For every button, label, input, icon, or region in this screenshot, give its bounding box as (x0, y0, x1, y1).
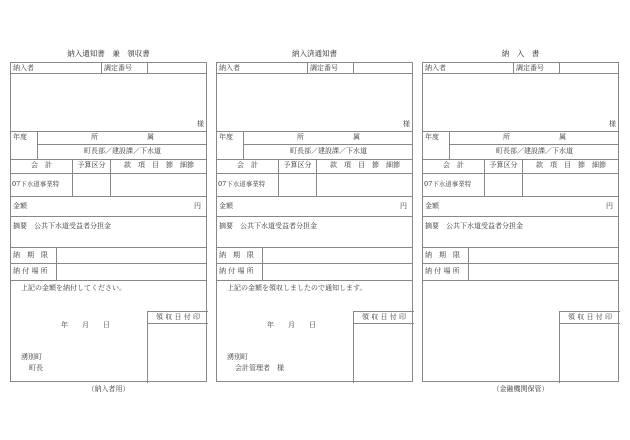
date-line: 年 月 日 (267, 321, 316, 329)
divider (513, 63, 514, 74)
payer-label: 納入者 (425, 64, 446, 72)
notice-message: 上記の金額を納付してください。 (21, 284, 126, 292)
notice-message: 上記の金額を領収しましたので通知します。 (227, 284, 367, 292)
divider (217, 247, 412, 248)
divider (217, 159, 412, 160)
copy-label: （納入者用） (87, 385, 130, 393)
divider (423, 247, 618, 248)
budget-class-label: 予算区分 (77, 161, 106, 169)
divider (217, 131, 412, 132)
divider (217, 216, 412, 217)
yen-label: 円 (194, 202, 201, 210)
divider (423, 196, 618, 197)
summary-text: 摘要 公共下水道受益者分担金 (13, 222, 111, 230)
divider (423, 216, 618, 217)
fiscal-year-label: 年度 (13, 133, 27, 141)
payment-place-label: 納 付 場 所 (425, 267, 460, 275)
issuer-title: 会計管理者 様 (235, 364, 284, 372)
divider (560, 323, 620, 324)
account-label: 会 計 (237, 161, 258, 169)
form-payment-notice (216, 0, 413, 440)
divider (423, 263, 618, 264)
account-label: 会 計 (31, 161, 52, 169)
receipt-stamp-label: 領 収 日 付 印 (568, 313, 612, 321)
receipt-stamp-box (147, 311, 208, 383)
divider (11, 263, 206, 264)
account-value: 07下水道事業特 (12, 180, 60, 188)
fiscal-year-label: 年度 (425, 133, 439, 141)
assessment-number-label: 調定番号 (104, 64, 132, 72)
divider (11, 247, 206, 248)
department-label: 所 属 (91, 133, 154, 141)
divider (217, 173, 412, 174)
divider (307, 63, 308, 74)
budget-item-label: 款 項 目 節 細節 (330, 161, 400, 169)
divider (11, 159, 206, 160)
summary-text: 摘要 公共下水道受益者分担金 (219, 222, 317, 230)
divider (217, 263, 412, 264)
form-payer-copy (10, 0, 207, 440)
divider (11, 280, 206, 281)
assessment-number-field[interactable] (560, 63, 619, 73)
amount-label: 金額 (13, 202, 27, 210)
department-label: 所 属 (503, 133, 566, 141)
budget-item-label: 款 項 目 節 細節 (536, 161, 606, 169)
payer-label: 納入者 (13, 64, 34, 72)
divider (11, 173, 206, 174)
divider (37, 144, 206, 145)
payer-name-field[interactable] (217, 74, 413, 131)
assessment-number-field[interactable] (148, 63, 207, 73)
form-title: 納入済通知書 (292, 49, 337, 58)
summary-text: 摘要 公共下水道受益者分担金 (425, 222, 523, 230)
divider (354, 323, 414, 324)
form-frame (422, 62, 619, 382)
divider (148, 323, 208, 324)
budget-class-label: 予算区分 (283, 161, 312, 169)
assessment-number-label: 調定番号 (310, 64, 338, 72)
payer-label: 納入者 (219, 64, 240, 72)
payment-place-label: 納 付 場 所 (219, 267, 254, 275)
divider (449, 144, 618, 145)
department-label: 所 属 (297, 133, 360, 141)
form-title: 納 入 書 (501, 49, 540, 58)
fiscal-year-label: 年度 (219, 133, 233, 141)
payer-name-field[interactable] (423, 74, 619, 131)
form-payment-slip (422, 0, 619, 440)
date-line: 年 月 日 (61, 321, 110, 329)
divider (423, 173, 618, 174)
budget-class-label: 予算区分 (489, 161, 518, 169)
issuer-town: 湧別町 (21, 353, 42, 361)
assessment-number-field[interactable] (354, 63, 413, 73)
account-value: 07下水道事業特 (424, 180, 472, 188)
form-frame (216, 62, 413, 382)
receipt-stamp-label: 領 収 日 付 印 (156, 313, 200, 321)
assessment-number-label: 調定番号 (516, 64, 544, 72)
divider (11, 216, 206, 217)
due-date-label: 納 期 限 (219, 251, 254, 259)
yen-label: 円 (400, 202, 407, 210)
divider (217, 196, 412, 197)
amount-label: 金額 (219, 202, 233, 210)
sama-label: 様 (609, 120, 616, 128)
sama-label: 様 (197, 120, 204, 128)
budget-item-label: 款 項 目 節 細節 (124, 161, 194, 169)
payment-place-label: 納 付 場 所 (13, 267, 48, 275)
divider (11, 131, 206, 132)
divider (217, 280, 412, 281)
yen-label: 円 (606, 202, 613, 210)
department-value: 町長部／建設課／下水道 (290, 147, 367, 155)
sama-label: 様 (403, 120, 410, 128)
receipt-stamp-label: 領 収 日 付 印 (362, 313, 406, 321)
due-date-label: 納 期 限 (425, 251, 460, 259)
divider (243, 144, 412, 145)
divider (423, 280, 618, 281)
issuer-title: 町長 (29, 364, 43, 372)
due-date-label: 納 期 限 (13, 251, 48, 259)
department-value: 町長部／建設課／下水道 (84, 147, 161, 155)
receipt-stamp-box (559, 311, 620, 383)
account-label: 会 計 (443, 161, 464, 169)
form-frame (10, 62, 207, 382)
divider (101, 63, 102, 74)
account-value: 07下水道事業特 (218, 180, 266, 188)
department-value: 町長部／建設課／下水道 (496, 147, 573, 155)
copy-label: （金融機関保管） (492, 385, 549, 393)
divider (423, 159, 618, 160)
receipt-stamp-box (353, 311, 414, 383)
payer-name-field[interactable] (11, 74, 207, 131)
divider (423, 131, 618, 132)
form-title: 納入通知書 兼 領収書 (67, 49, 150, 58)
issuer-town: 湧別町 (227, 353, 248, 361)
divider (11, 196, 206, 197)
amount-label: 金額 (425, 202, 439, 210)
